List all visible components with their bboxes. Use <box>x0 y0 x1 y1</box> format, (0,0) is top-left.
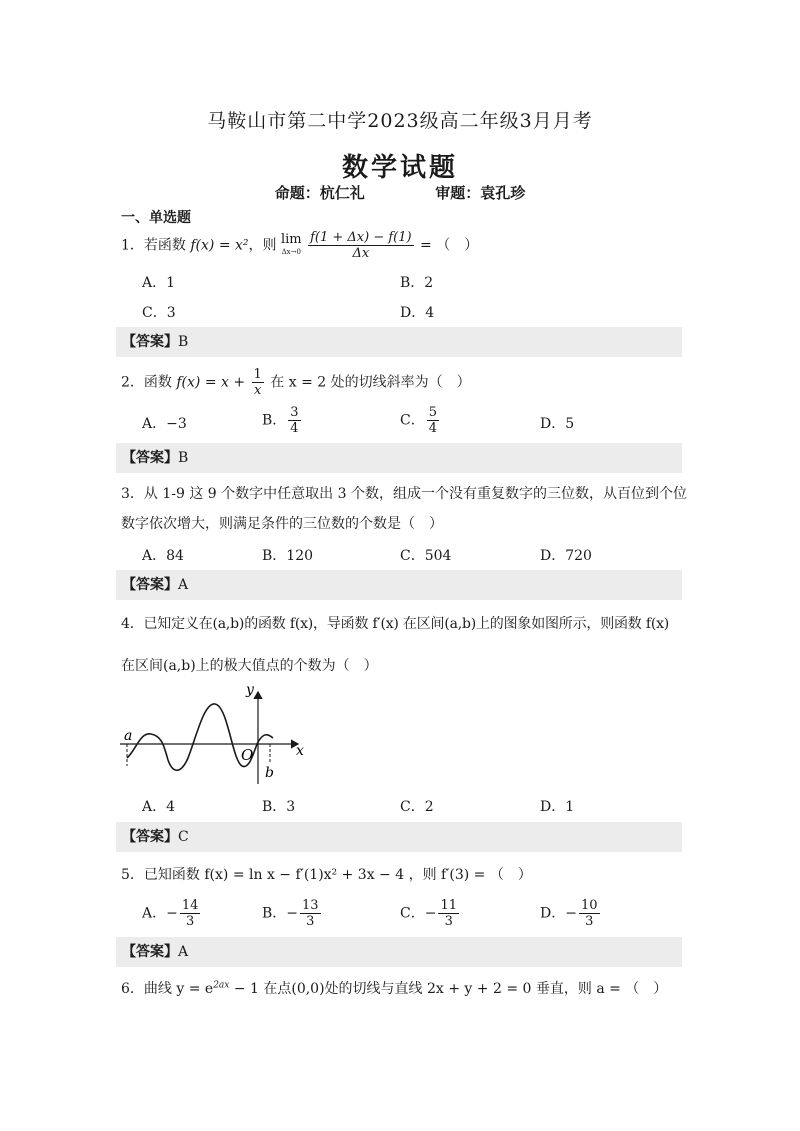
answer: C <box>178 829 189 845</box>
option-b: B．− $\frac{13}{3}$ <box>262 898 319 929</box>
option-a: A．1 <box>142 275 176 291</box>
question-4-line-2: 在区间(a,b)上的极大值点的个数为（ ） <box>121 658 378 674</box>
fraction: $\frac{1}{x}$ <box>253 367 262 398</box>
option-c: C．2 <box>400 799 434 815</box>
derivative-graph <box>118 680 318 792</box>
answer-box-2: 【答案】B <box>116 443 682 473</box>
option-b: B．3 <box>262 799 296 815</box>
answer-box-1: 【答案】B <box>116 327 682 357</box>
question-3-line-2: 数字依次增大，则满足条件的三位数的个数是（ ） <box>121 516 443 532</box>
option-b: B． $\frac{3}{4}$ <box>262 405 299 436</box>
answer: A <box>178 944 189 960</box>
option-b: B．2 <box>400 275 434 291</box>
answer-box-4: 【答案】C <box>116 822 682 852</box>
question-3-line-1: 3．从 1-9 这 9 个数字中任意取出 3 个数，组成一个没有重复数字的三位数，从百位到个位 <box>121 486 687 502</box>
option-d: D．720 <box>540 548 592 564</box>
section-title: 一、单选题 <box>121 210 191 226</box>
label-b: b <box>265 765 274 781</box>
question-number: 2． <box>121 374 144 391</box>
answer-box-5: 【答案】A <box>116 937 682 967</box>
question-number: 1． <box>121 237 144 254</box>
question-5: 5．已知函数 f(x) = ln x − f′(1)x² + 3x − 4 ，则 f′(3) = （ ） <box>121 867 532 883</box>
label-origin: O <box>241 746 254 764</box>
answer: B <box>178 450 189 466</box>
function-expression: f(x) = x + <box>176 374 246 391</box>
option-d: D．5 <box>540 416 575 432</box>
option-c: C．3 <box>142 305 176 321</box>
answer-box-3: 【答案】A <box>116 570 682 600</box>
question-6: 6．曲线 $y = e^{2ax} - 1$ 在点(0,0)处的切线与直线 2x + y + 2 = 0 垂直，则 a = （ ） <box>121 980 668 997</box>
limit-operator: lim Δx→0 <box>280 231 302 256</box>
option-c: C． $\frac{5}{4}$ <box>400 405 437 436</box>
question-number: 5． <box>121 867 144 883</box>
subject-title: 数学试题 <box>341 153 458 183</box>
question-2: 2．函数 f(x) = x + $\frac{1}{x}$ 在 x = 2 处的切线斜率为（ ） <box>121 367 471 398</box>
option-c: C．− $\frac{11}{3}$ <box>400 898 457 929</box>
option-a: A．− $\frac{14}{3}$ <box>142 898 199 929</box>
reviewer: 审题：袁孔珍 <box>435 184 526 202</box>
option-c: C．504 <box>400 548 452 564</box>
school-title: 马鞍山市第二中学2023级高二年级3月月考 <box>207 110 593 132</box>
question-number: 6． <box>121 981 144 997</box>
option-d: D．4 <box>400 305 435 321</box>
label-a: a <box>124 728 133 744</box>
label-y: y <box>246 682 254 698</box>
option-d: D．1 <box>540 799 575 815</box>
option-d: D．− $\frac{10}{3}$ <box>540 898 598 929</box>
option-a: A．84 <box>142 548 184 564</box>
answer: B <box>178 334 189 350</box>
option-a: A．4 <box>142 799 176 815</box>
option-a: A．−3 <box>142 416 187 432</box>
answer: A <box>178 577 189 593</box>
question-4-line-1: 4．已知定义在(a,b)的函数 f(x)，导函数 f′(x) 在区间(a,b)上的图象如图所示，则函数 f(x) <box>121 616 670 632</box>
question-1: 1．若函数 f(x) = x²，则 lim Δx→0 $\frac{f(1 + \Delta x) - f(1)}{\Delta x}$ = （ ） <box>121 230 479 261</box>
author-line <box>0 182 800 203</box>
difference-quotient: $\frac{f(1 + \Delta x) - f(1)}{\Delta x}$ <box>310 230 412 261</box>
label-x: x <box>296 743 304 759</box>
option-b: B．120 <box>262 548 314 564</box>
function-expression: f(x) = x² <box>190 237 249 254</box>
author: 命题：杭仁礼 <box>274 184 365 202</box>
